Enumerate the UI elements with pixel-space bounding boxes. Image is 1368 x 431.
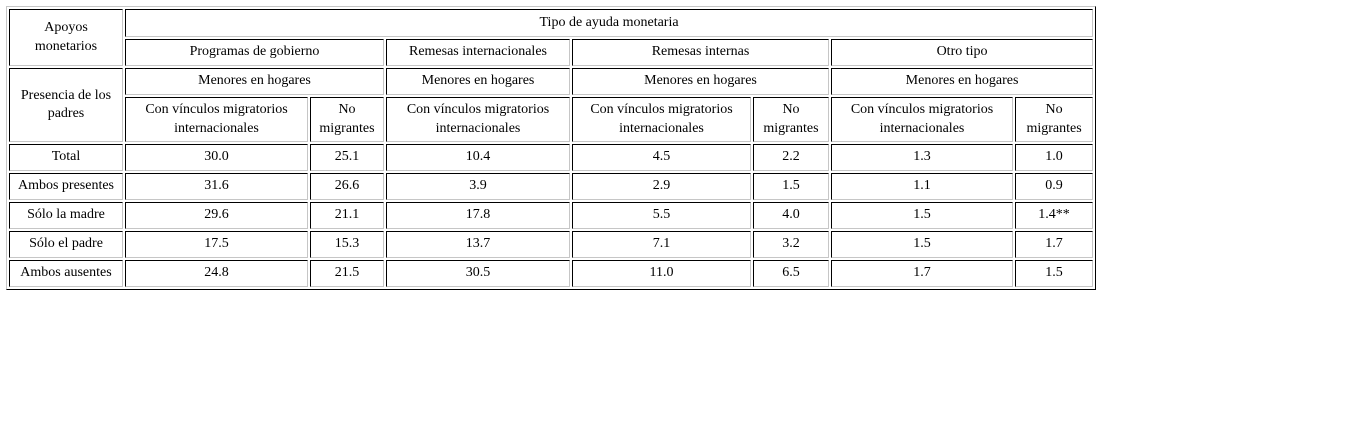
value-cell: 3.2: [753, 231, 829, 258]
value-cell: 3.9: [386, 173, 570, 200]
row-label-cell: Sólo la madre: [9, 202, 123, 229]
document-page: [0, 6, 1368, 431]
leaf-header-cell: Con vínculos migratorios internacionales: [572, 97, 751, 142]
row-label-cell: Ambos ausentes: [9, 260, 123, 287]
leaf-header-cell: No migrantes: [310, 97, 384, 142]
subgroup-header-menores-en-hogares-1: Menores en hogares: [125, 68, 384, 95]
leaf-header-cell: No migrantes: [753, 97, 829, 142]
group-header-programas-de-gobierno: Programas de gobierno: [125, 39, 384, 66]
value-cell: 5.5: [572, 202, 751, 229]
subgroup-header-menores-en-hogares-2: Menores en hogares: [386, 68, 570, 95]
subgroup-header-menores-en-hogares-3: Menores en hogares: [572, 68, 829, 95]
leaf-header-cell: Con vínculos migratorios internacionales: [831, 97, 1013, 142]
corner-cell-presencia-de-los-padres: Presencia de los padres: [9, 68, 123, 142]
table-row: [9, 260, 1093, 287]
header-tipo-de-ayuda-monetaria: Tipo de ayuda monetaria: [125, 9, 1093, 37]
value-cell: 24.8: [125, 260, 308, 287]
value-cell: 2.2: [753, 144, 829, 171]
value-cell: 2.9: [572, 173, 751, 200]
monetary-support-table: [6, 6, 1096, 290]
value-cell: 1.0: [1015, 144, 1093, 171]
value-cell: 17.8: [386, 202, 570, 229]
table-row: [9, 173, 1093, 200]
value-cell: 6.5: [753, 260, 829, 287]
value-cell: 1.5: [831, 231, 1013, 258]
value-cell: 11.0: [572, 260, 751, 287]
value-cell: 30.5: [386, 260, 570, 287]
value-cell: 1.7: [831, 260, 1013, 287]
leaf-header-cell: Con vínculos migratorios internacionales: [386, 97, 570, 142]
leaf-header-cell: No migrantes: [1015, 97, 1093, 142]
table-row: [9, 202, 1093, 229]
leaf-header-cell: Con vínculos migratorios internacionales: [125, 97, 308, 142]
row-label-cell: Total: [9, 144, 123, 171]
value-cell: 1.1: [831, 173, 1013, 200]
value-cell: 1.7: [1015, 231, 1093, 258]
value-cell: 1.3: [831, 144, 1013, 171]
value-cell: 1.5: [1015, 260, 1093, 287]
value-cell: 17.5: [125, 231, 308, 258]
value-cell: 30.0: [125, 144, 308, 171]
group-header-remesas-internas: Remesas internas: [572, 39, 829, 66]
table-row: [9, 144, 1093, 171]
value-cell: 21.1: [310, 202, 384, 229]
value-cell: 25.1: [310, 144, 384, 171]
group-header-remesas-internacionales: Remesas internacionales: [386, 39, 570, 66]
value-cell: 26.6: [310, 173, 384, 200]
value-cell: 21.5: [310, 260, 384, 287]
value-cell: 4.0: [753, 202, 829, 229]
value-cell: 0.9: [1015, 173, 1093, 200]
row-label-cell: Ambos presentes: [9, 173, 123, 200]
row-label-cell: Sólo el padre: [9, 231, 123, 258]
value-cell: 1.5: [831, 202, 1013, 229]
value-cell: 1.5: [753, 173, 829, 200]
value-cell: 13.7: [386, 231, 570, 258]
table-row: [9, 231, 1093, 258]
value-cell: 1.4**: [1015, 202, 1093, 229]
subgroup-header-menores-en-hogares-4: Menores en hogares: [831, 68, 1093, 95]
corner-cell-apoyos-monetarios: Apoyos monetarios: [9, 9, 123, 66]
value-cell: 31.6: [125, 173, 308, 200]
value-cell: 15.3: [310, 231, 384, 258]
value-cell: 4.5: [572, 144, 751, 171]
value-cell: 29.6: [125, 202, 308, 229]
value-cell: 10.4: [386, 144, 570, 171]
value-cell: 7.1: [572, 231, 751, 258]
group-header-otro-tipo: Otro tipo: [831, 39, 1093, 66]
